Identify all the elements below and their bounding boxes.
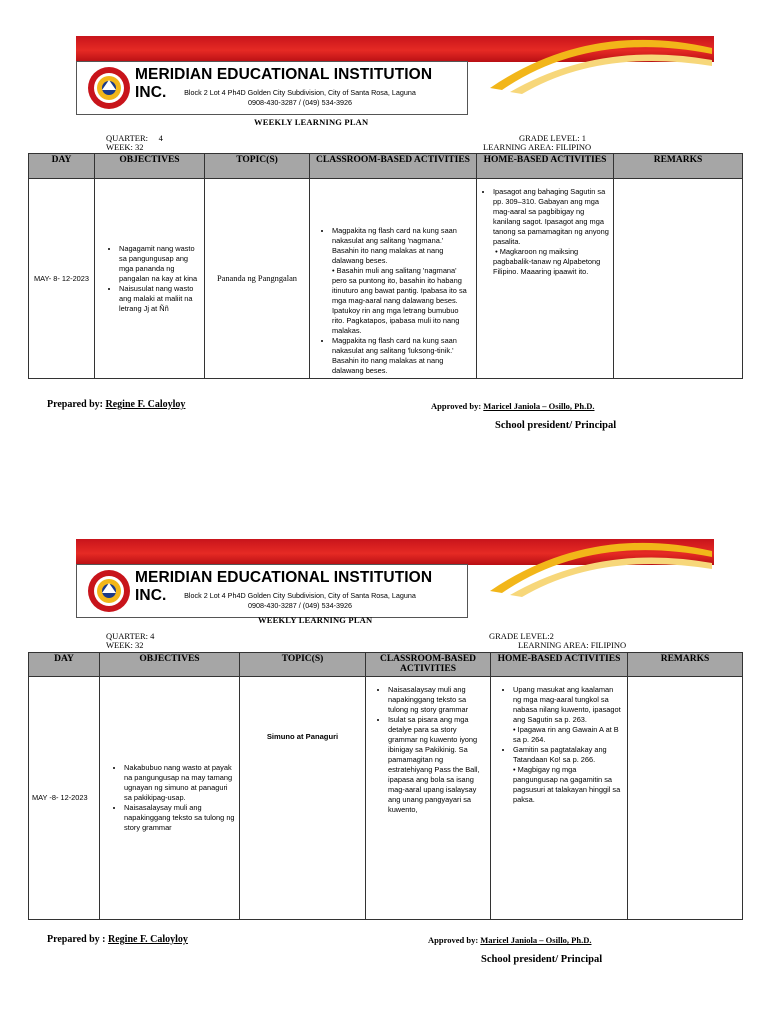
institution-address: Block 2 Lot 4 Ph4D Golden City Subdivision, City of Santa Rosa, Laguna — [184, 591, 416, 600]
header-objectives: OBJECTIVES — [100, 653, 240, 677]
classroom-activities-cell — [366, 677, 491, 920]
grade-level-label: GRADE LEVEL: 1 — [519, 133, 587, 143]
learning-area-label: LEARNING AREA: FILIPINO — [518, 640, 627, 650]
header-classroom-activities: CLASSROOM-BASED ACTIVITIES — [366, 653, 491, 677]
institution-contact: 0908-430-3287 / (049) 534-3926 — [248, 601, 352, 610]
objectives-cell — [100, 677, 240, 920]
header-topics: TOPIC(S) — [205, 154, 310, 179]
header-day: DAY — [29, 154, 95, 179]
header-home-activities: HOME-BASED ACTIVITIES — [491, 653, 628, 677]
learning-area-label: LEARNING AREA: FILIPINO — [483, 142, 592, 152]
prepared-by-label: Prepared by: — [47, 399, 106, 410]
week-label: WEEK: 32 — [106, 142, 144, 152]
prepared-by-name: Regine F. Caloyloy — [105, 399, 186, 410]
approver-role: School president/ Principal — [481, 954, 603, 965]
activity-item: • Naisasalaysay muli ang napakinggang teksto sa tulong ng story grammar — [388, 685, 486, 715]
objective-item: • Naisasalaysay muli ang napakinggang teksto sa tulong ng story grammar — [124, 803, 235, 833]
institution-name: MERIDIAN EDUCATIONAL INSTITUTION INC. — [135, 66, 433, 101]
home-activity-item: • Upang masukat ang kaalaman ng mga mag-aaral tungkol sa nabasa nilang kuwento, ipasagot ang Sagutin sa p. 263. • Ipagawa rin ang Gawain A at B sa p. 264. — [513, 685, 623, 745]
prepared-by-name: Regine F. Caloyloy — [108, 934, 188, 945]
topic-cell — [240, 677, 366, 920]
day-cell: MAY- 8- 12-2023 — [29, 179, 95, 379]
home-activities-cell — [491, 677, 628, 920]
header-classroom-activities: CLASSROOM-BASED ACTIVITIES — [310, 154, 477, 179]
prepared-by — [47, 934, 188, 945]
header-swoosh — [480, 529, 720, 599]
quarter-label: QUARTER: 4 — [106, 133, 163, 143]
objective-item: • Naisusulat nang wasto ang malaki at maliit na letrang Jj at Ññ — [119, 284, 200, 314]
objective-item: • Nagagamit nang wasto sa pangungusap ang mga pananda ng pangalan na kay at kina — [119, 244, 200, 284]
objective-item: • Nakabubuo nang wasto at payak na pangungusap na may tamang ugnayan ng simuno at panaguri sa pakikipag-usap. — [124, 763, 235, 803]
activity-item: • Magpakita ng flash card na kung saan nakasulat ang salitang 'luksong-tinik.' Basahin ito nang malakas at nang dalawang beses. — [332, 336, 472, 376]
approved-by — [428, 935, 591, 945]
institution-contact: 0908-430-3287 / (049) 534-3926 — [248, 98, 352, 107]
quarter-label: QUARTER: 4 — [106, 631, 155, 641]
grade-level-label: GRADE LEVEL:2 — [489, 631, 554, 641]
header-remarks: REMARKS — [614, 154, 743, 179]
activity-item: • Magpakita ng flash card na kung saan nakasulat ang salitang 'nagmana.' Basahin ito nang malakas at nang dalawang beses. • Basahin muli ang salitang 'nagmana' pero sa puntong ito, basahin ito habang itinuturo ang bawat pantig. Ipabasa ito sa mga mag-aaral nang dalawang beses. Ipatukoy rin ang mga letrang bumubuo rito. Pagkatapos, ipabasa muli ito nang malakas. — [332, 226, 472, 336]
approved-by-label: Approved by: — [431, 401, 484, 411]
school-seal-icon — [87, 569, 131, 613]
header-day: DAY — [29, 653, 100, 677]
institution-name: MERIDIAN EDUCATIONAL INSTITUTION INC. — [135, 569, 433, 604]
prepared-by-label: Prepared by : — [47, 934, 109, 945]
home-activity-item: • Ipasagot ang bahaging Sagutin sa pp. 309–310. Gabayan ang mga mag-aaral sa pagbibigay ng kanilang sagot. Ipasagot ang mga tanong sa pamamagitan ng anyong pasalita. • Magkaroon ng maiksing pagbabalik-tanaw ng Alpabetong Filipino. Maaaring ipaawit ito. — [493, 187, 609, 277]
plan-table — [28, 652, 743, 920]
day-cell: MAY -8- 12-2023 — [29, 677, 100, 920]
plan-title: WEEKLY LEARNING PLAN — [254, 117, 369, 127]
approved-by-label: Approved by: — [428, 935, 481, 945]
table-row — [29, 677, 743, 920]
header-home-activities: HOME-BASED ACTIVITIES — [477, 154, 614, 179]
remarks-cell — [628, 677, 743, 920]
approver-role: School president/ Principal — [495, 420, 617, 431]
header-objectives: OBJECTIVES — [95, 154, 205, 179]
approved-by-name: Maricel Janiola – Osillo, Ph.D. — [483, 401, 595, 411]
topic-text: Pananda ng Pangngalan — [216, 273, 297, 283]
institution-address: Block 2 Lot 4 Ph4D Golden City Subdivision, City of Santa Rosa, Laguna — [184, 88, 416, 97]
plan-title: WEEKLY LEARNING PLAN — [258, 615, 373, 625]
topic-text: Simuno at Panaguri — [266, 732, 339, 741]
approved-by-name: Maricel Janiola – Osillo, Ph.D. — [480, 935, 592, 945]
week-label: WEEK: 32 — [106, 640, 144, 650]
header-topics: TOPIC(S) — [240, 653, 366, 677]
institution-header — [76, 564, 468, 618]
home-activity-item: • Gamitin sa pagtatalakay ang Tatandaan Ko! sa p. 266. • Magbigay ng mga pangungusap na gagamitin sa pagsusuri at talakayan hinggil sa paksa. — [513, 745, 623, 805]
header-remarks: REMARKS — [628, 653, 743, 677]
activity-item: • Isulat sa pisara ang mga detalye para sa story grammar ng kuwento iyong ibinigay sa Pakikinig. Sa pamamagitan ng estratehiyang Pass the Ball, ipapasa ang bola sa isang mag-aaral upang isalaysay ang unang pangyayari sa kuwento, — [388, 715, 486, 815]
